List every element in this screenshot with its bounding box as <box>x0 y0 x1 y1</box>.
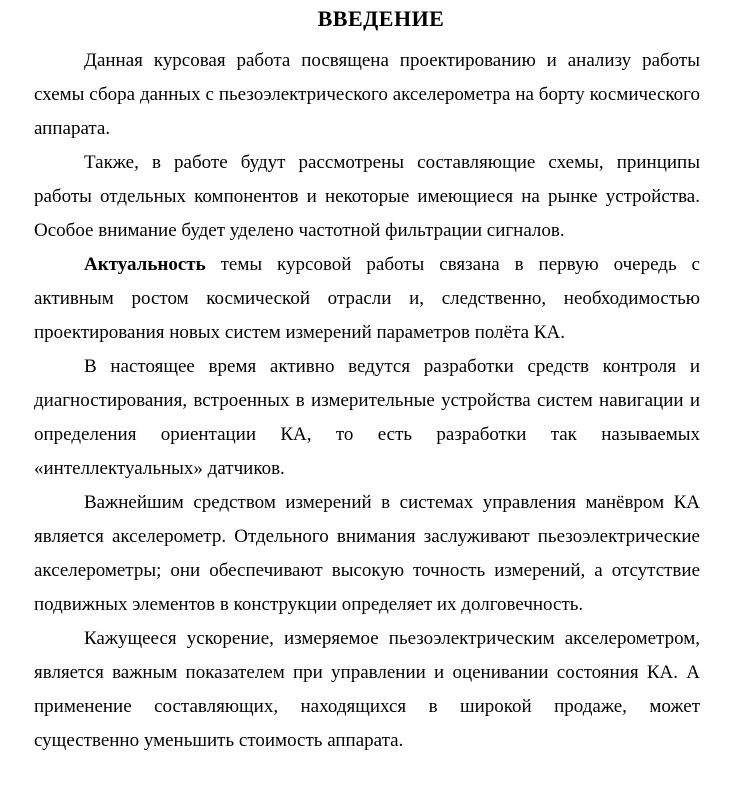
paragraph-3-lead: Актуальность <box>84 254 206 275</box>
page-title: ВВЕДЕНИЕ <box>317 6 445 31</box>
paragraph-6 <box>34 622 700 758</box>
paragraph-1-text: Данная курсовая работа посвящена проектированию и анализу работы схемы сбора данных с пьезоэлектрического акселерометра на борту космического аппарата. <box>34 50 700 139</box>
paragraph-2-text: Также, в работе будут рассмотрены составляющие схемы, принципы работы отдельных компонентов и некоторые имеющиеся на рынке устройства. Особое внимание будет уделено частотной фильтрации сигналов. <box>34 152 700 241</box>
paragraph-6-text: Кажущееся ускорение, измеряемое пьезоэлектрическим акселерометром, является важным показателем при управлении и оценивании состояния КА. А применение составляющих, находящихся в широкой продаже, может существенно уменьшить стоимость аппарата. <box>34 628 700 751</box>
document-page <box>0 4 756 801</box>
paragraph-5-text: Важнейшим средством измерений в системах управления манёвром КА является акселерометр. Отдельного внимания заслуживают пьезоэлектрические акселерометры; они обеспечивают высокую точность измерений, а отсутствие подвижных элементов в конструкции определяет их долговечность. <box>34 492 700 615</box>
paragraph-3 <box>34 248 700 350</box>
paragraph-3-text: темы курсовой работы связана в первую очередь с активным ростом космической отрасли и, следственно, необходимостью проектирования новых систем измерений параметров полёта КА. <box>34 254 700 343</box>
paragraph-4-text: В настоящее время активно ведутся разработки средств контроля и диагностирования, встроенных в измерительные устройства систем навигации и определения ориентации КА, то есть разработки так называемых «интеллектуальных» датчиков. <box>34 356 700 479</box>
paragraph-4 <box>34 350 700 486</box>
paragraph-1 <box>34 44 700 146</box>
paragraph-2 <box>34 146 700 248</box>
paragraph-5 <box>34 486 700 622</box>
